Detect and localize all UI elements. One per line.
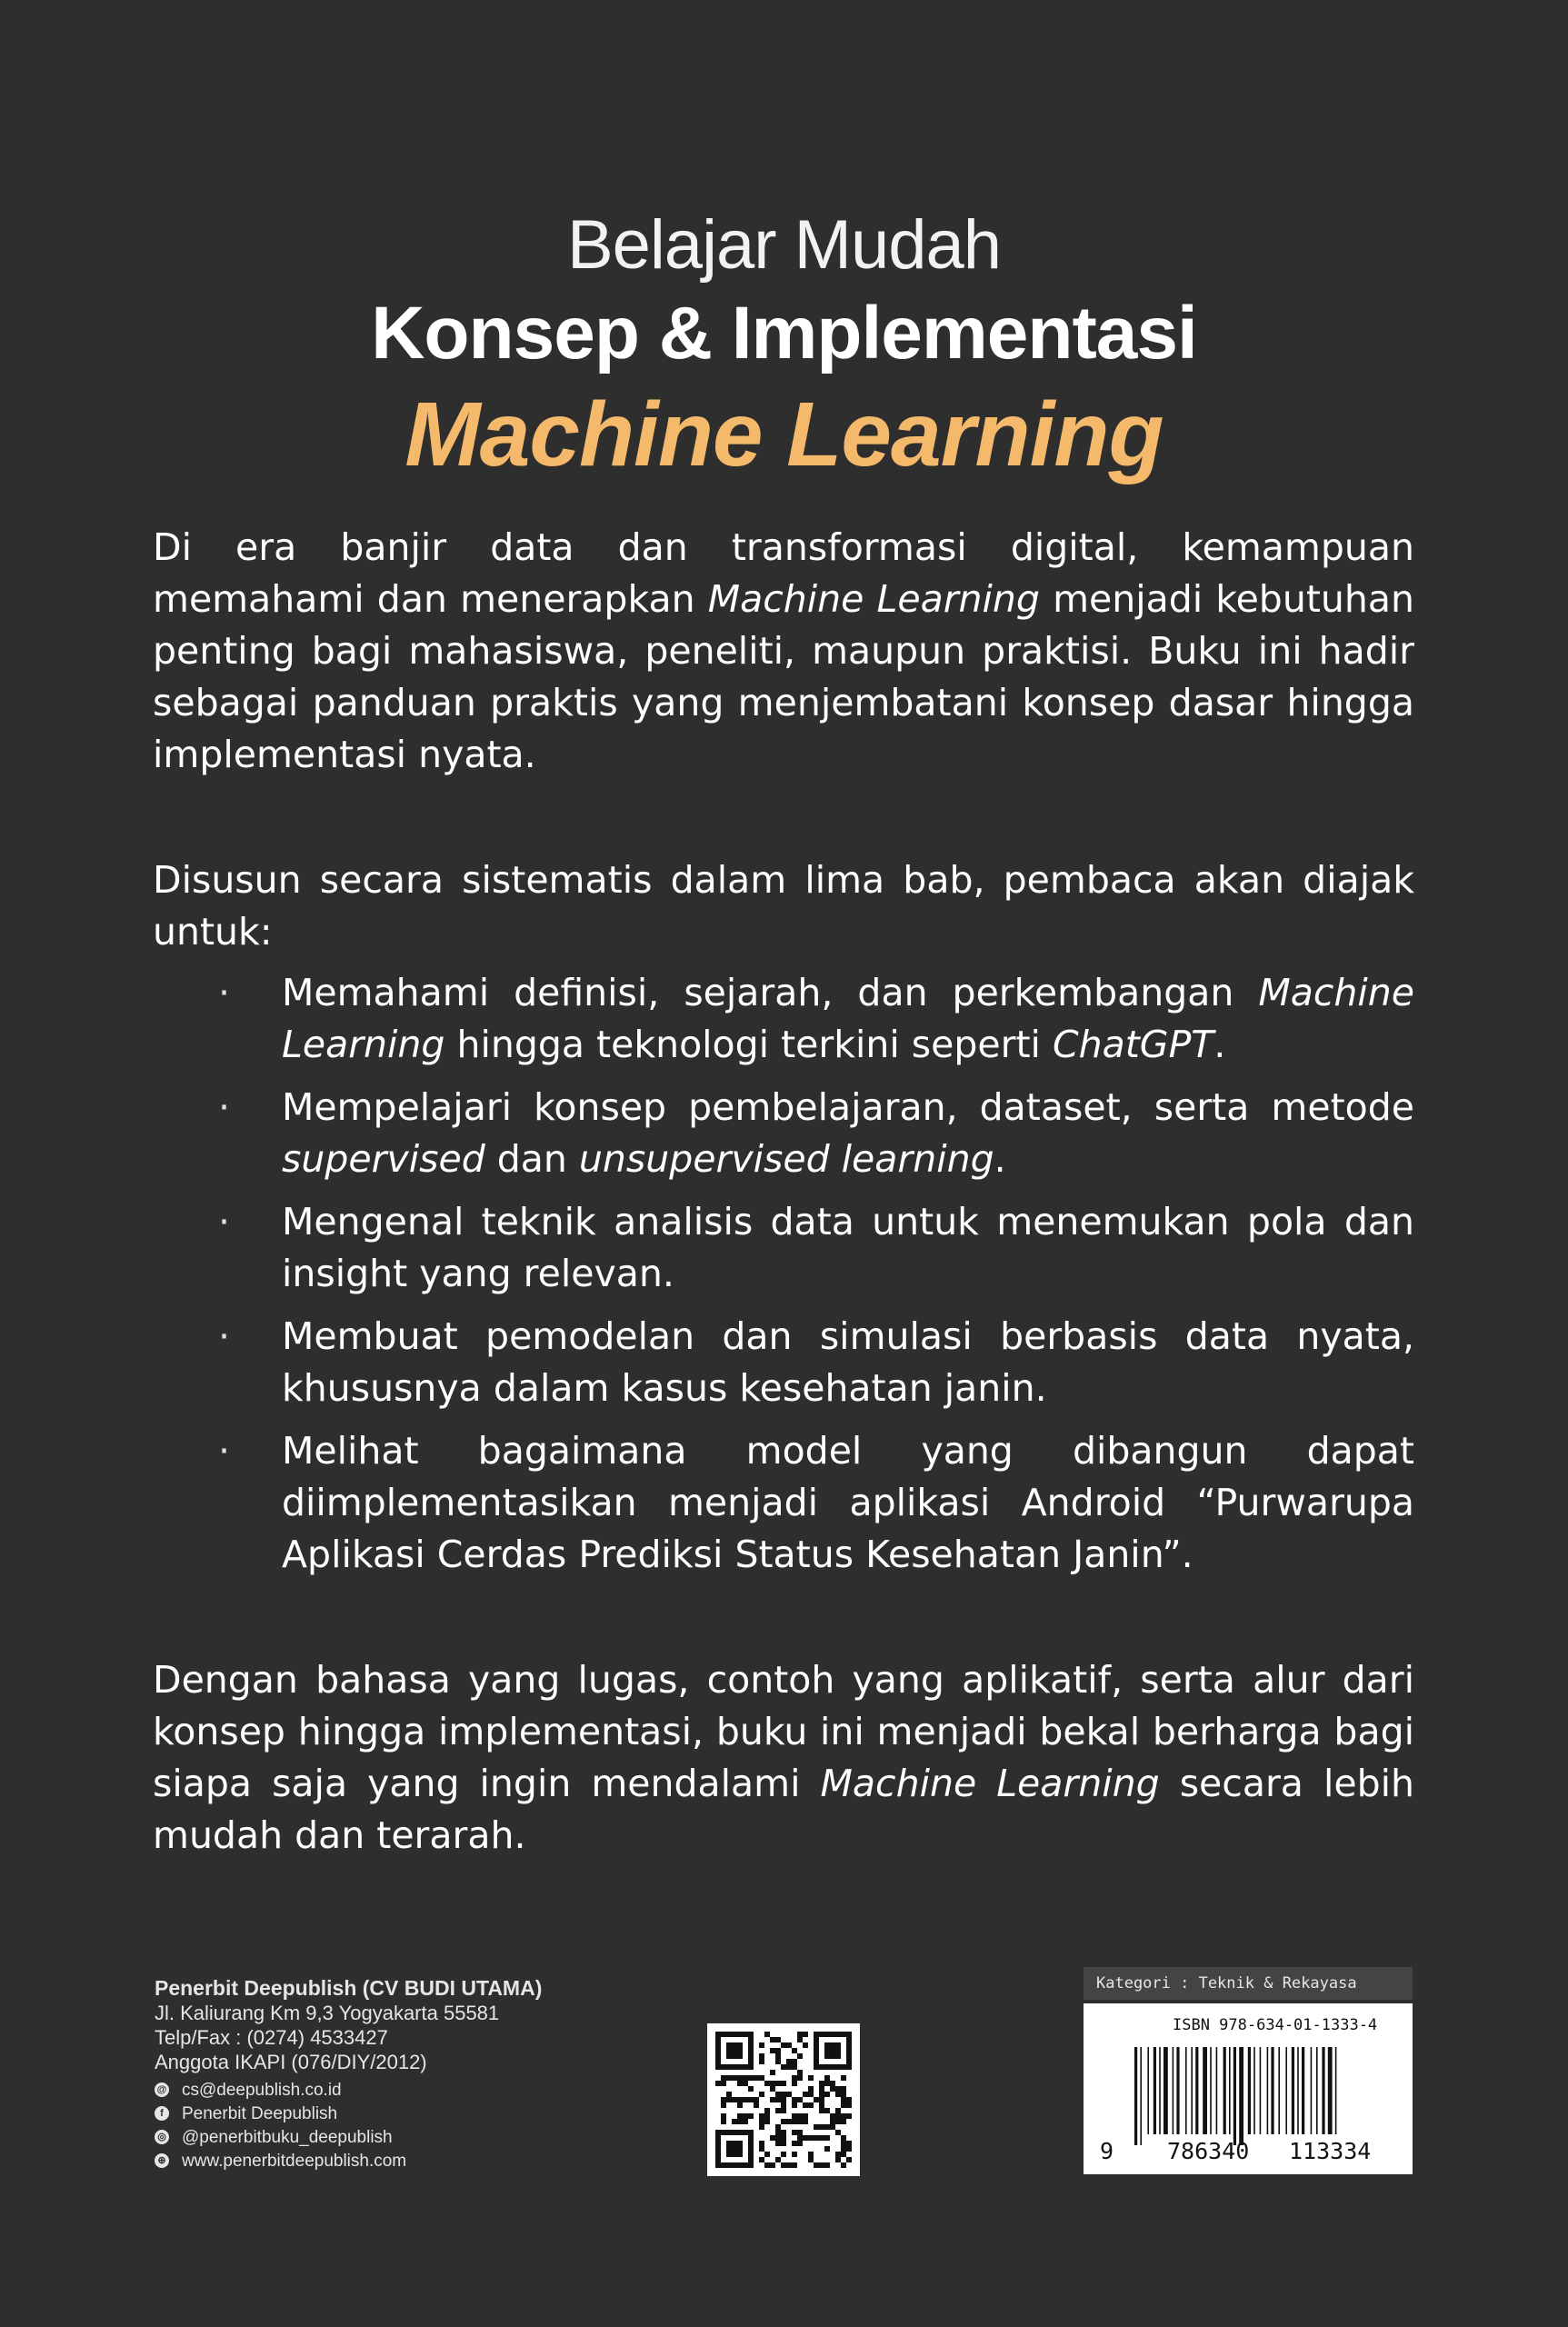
qr-module xyxy=(835,2157,841,2162)
text-run: Memahami definisi, sejarah, dan perkembangan xyxy=(282,971,1259,1014)
contact-instagram-text: @penerbitbuku_deepublish xyxy=(182,2127,393,2147)
qr-module xyxy=(797,2097,803,2102)
qr-module xyxy=(775,2097,781,2102)
barcode-bar xyxy=(1322,2047,1324,2134)
chapter-bullet-list xyxy=(218,967,1414,1592)
qr-module xyxy=(759,2059,764,2064)
qr-module xyxy=(814,2124,819,2130)
publisher-phone: Telp/Fax : (0274) 4533427 xyxy=(155,2026,388,2049)
qr-module xyxy=(824,2124,830,2130)
web-icon: ⊕ xyxy=(155,2153,169,2168)
qr-module xyxy=(797,2141,803,2146)
qr-module xyxy=(792,2102,797,2108)
qr-module xyxy=(808,2152,814,2157)
title-line-2: Konsep & Implementasi xyxy=(371,292,1197,375)
qr-module xyxy=(781,2097,786,2102)
qr-module xyxy=(792,2119,797,2124)
qr-finder-core xyxy=(726,2042,743,2059)
qr-module xyxy=(786,2119,792,2124)
qr-module xyxy=(721,2097,726,2102)
qr-module xyxy=(737,2097,743,2102)
qr-module xyxy=(835,2086,841,2092)
qr-module xyxy=(846,2157,852,2162)
qr-module xyxy=(759,2092,764,2097)
qr-module xyxy=(770,2135,775,2141)
qr-module xyxy=(781,2081,786,2086)
bullet-dot: · xyxy=(218,1085,231,1129)
qr-module xyxy=(743,2075,748,2081)
qr-module xyxy=(764,2162,770,2168)
qr-module xyxy=(715,2081,721,2086)
title-line-1: Belajar Mudah xyxy=(566,206,1002,284)
qr-module xyxy=(764,2113,770,2119)
qr-module xyxy=(759,2157,764,2162)
italic-term: Machine Learning xyxy=(282,971,1414,1066)
publisher-contacts xyxy=(155,2078,542,2172)
qr-module xyxy=(803,2042,808,2048)
barcode-bar xyxy=(1271,2047,1273,2134)
qr-module xyxy=(748,2086,754,2092)
qr-module xyxy=(841,2162,846,2168)
qr-finder-core xyxy=(824,2042,841,2059)
qr-module xyxy=(819,2162,824,2168)
qr-module xyxy=(841,2113,846,2119)
barcode-digits-right: 113334 xyxy=(1289,2138,1372,2164)
qr-module xyxy=(846,2146,852,2152)
text-run: . xyxy=(1213,1023,1226,1066)
qr-module xyxy=(759,2141,764,2146)
barcode-bar xyxy=(1297,2047,1299,2134)
contact-facebook[interactable] xyxy=(155,2102,542,2125)
text-run: menjadi kebutuhan penting bagi mahasiswa, peneliti, maupun praktisi. Buku ini hadir sebagai panduan praktis yang menjembatani konsep dasar hingga implementasi nyata. xyxy=(153,577,1414,776)
qr-module xyxy=(797,2130,803,2135)
qr-module xyxy=(754,2102,759,2108)
title-block xyxy=(0,202,1568,489)
qr-module xyxy=(824,2146,830,2152)
qr-module xyxy=(770,2086,775,2092)
qr-module xyxy=(819,2081,824,2086)
qr-module xyxy=(797,2135,803,2141)
qr-module xyxy=(770,2081,775,2086)
qr-module xyxy=(775,2108,781,2113)
text-run: dan xyxy=(484,1137,579,1181)
barcode-bar xyxy=(1311,2047,1313,2134)
qr-module xyxy=(819,2086,824,2092)
qr-module xyxy=(824,2108,830,2113)
qr-module xyxy=(737,2075,743,2081)
text-run: Mempelajari konsep pembelajaran, dataset, serta metode xyxy=(282,1085,1414,1129)
barcode-bar xyxy=(1195,2047,1198,2134)
qr-module xyxy=(803,2092,808,2097)
qr-module xyxy=(732,2075,737,2081)
bullet-item xyxy=(218,1311,1414,1414)
email-icon: @ xyxy=(155,2082,169,2097)
qr-module xyxy=(830,2081,835,2086)
qr-module xyxy=(792,2152,797,2157)
text-run: . xyxy=(994,1137,1006,1181)
barcode-bar xyxy=(1302,2047,1304,2134)
qr-module xyxy=(808,2135,814,2141)
qr-module xyxy=(797,2070,803,2075)
barcode-bar xyxy=(1239,2047,1243,2145)
bullet-item xyxy=(218,1082,1414,1185)
qr-module xyxy=(819,2102,824,2108)
barcode-bar xyxy=(1292,2047,1294,2134)
qr-module xyxy=(835,2092,841,2097)
qr-module xyxy=(841,2119,846,2124)
qr-module xyxy=(770,2070,775,2075)
qr-module xyxy=(819,2092,824,2097)
closing-paragraph xyxy=(153,1654,1414,1862)
qr-module xyxy=(732,2119,737,2124)
qr-module xyxy=(835,2130,841,2135)
qr-module xyxy=(846,2102,852,2108)
qr-module xyxy=(781,2152,786,2157)
barcode-bar xyxy=(1248,2047,1251,2134)
qr-module xyxy=(737,2081,743,2086)
qr-code-graphic xyxy=(707,2023,860,2176)
barcode-bar xyxy=(1185,2047,1187,2134)
barcode-bar xyxy=(1278,2047,1280,2134)
qr-module xyxy=(792,2141,797,2146)
qr-module xyxy=(775,2053,781,2059)
barcode-bar xyxy=(1173,2047,1174,2134)
qr-module xyxy=(781,2092,786,2097)
qr-module xyxy=(841,2097,846,2102)
qr-module xyxy=(835,2119,841,2124)
qr-module xyxy=(721,2081,726,2086)
qr-module xyxy=(748,2097,754,2102)
contact-website-text: www.penerbitdeepublish.com xyxy=(182,2151,407,2171)
barcode-bar xyxy=(1191,2047,1193,2134)
qr-module xyxy=(841,2135,846,2141)
qr-module xyxy=(754,2075,759,2081)
intro-paragraph xyxy=(153,522,1414,781)
italic-term: Machine Learning xyxy=(707,577,1040,621)
isbn-barcode xyxy=(1084,2003,1413,2174)
publisher-name: Penerbit Deepublish (CV BUDI UTAMA) xyxy=(155,1976,543,2000)
qr-module xyxy=(759,2113,764,2119)
qr-module xyxy=(764,2032,770,2037)
qr-module xyxy=(803,2113,808,2119)
qr-module xyxy=(835,2108,841,2113)
publisher-address: Jl. Kaliurang Km 9,3 Yogyakarta 55581 xyxy=(155,2002,500,2024)
text-run: hingga teknologi terkini seperti xyxy=(444,1023,1053,1066)
text-run: secara lebih mudah dan terarah. xyxy=(153,1762,1414,1857)
qr-module xyxy=(835,2152,841,2157)
qr-module xyxy=(792,2048,797,2053)
qr-module xyxy=(775,2059,781,2064)
italic-term: supervised xyxy=(282,1137,485,1181)
qr-module xyxy=(792,2113,797,2119)
text-run: Disusun secara sistematis dalam lima bab, pembaca akan diajak untuk: xyxy=(153,858,1414,954)
qr-module xyxy=(841,2141,846,2146)
qr-module xyxy=(737,2102,743,2108)
qr-module xyxy=(792,2162,797,2168)
qr-module xyxy=(797,2037,803,2042)
qr-module xyxy=(732,2097,737,2102)
qr-module xyxy=(781,2130,786,2135)
qr-module xyxy=(764,2152,770,2157)
bullet-dot: · xyxy=(218,1314,231,1358)
qr-module xyxy=(792,2059,797,2064)
contact-email[interactable] xyxy=(155,2078,542,2102)
qr-module xyxy=(797,2119,803,2124)
barcode-bar xyxy=(1140,2047,1142,2145)
qr-module xyxy=(781,2064,786,2070)
qr-module xyxy=(775,2092,781,2097)
qr-module xyxy=(781,2119,786,2124)
qr-module xyxy=(803,2135,808,2141)
barcode-bar xyxy=(1176,2047,1179,2134)
qr-module xyxy=(764,2108,770,2113)
qr-module xyxy=(726,2092,732,2097)
qr-module xyxy=(830,2124,835,2130)
text-run: Melihat bagaimana model yang dibangun dapat diimplementasikan menjadi aplikasi Android “Purwarupa Aplikasi Cerdas Prediksi Status Kesehatan Janin”. xyxy=(282,1429,1414,1576)
qr-module xyxy=(743,2097,748,2102)
bullet-text xyxy=(282,967,1414,1071)
qr-module xyxy=(846,2141,852,2146)
qr-module xyxy=(786,2092,792,2097)
qr-module xyxy=(819,2097,824,2102)
qr-module xyxy=(824,2092,830,2097)
text-run: Mengenal teknik analisis data untuk menemukan pola dan insight yang relevan. xyxy=(282,1200,1414,1295)
barcode-digit-first: 9 xyxy=(1100,2138,1114,2164)
qr-module xyxy=(803,2032,808,2037)
barcode-bar xyxy=(1260,2047,1262,2134)
qr-module xyxy=(754,2097,759,2102)
qr-module xyxy=(797,2032,803,2037)
qr-module xyxy=(792,2130,797,2135)
barcode-bar xyxy=(1216,2047,1218,2134)
qr-module xyxy=(781,2162,786,2168)
qr-module xyxy=(808,2102,814,2108)
qr-module xyxy=(830,2113,835,2119)
qr-module xyxy=(824,2135,830,2141)
bullet-item xyxy=(218,1196,1414,1300)
contact-email-text: cs@deepublish.co.id xyxy=(182,2080,342,2100)
qr-module xyxy=(781,2135,786,2141)
barcode-bar xyxy=(1210,2047,1212,2134)
qr-module xyxy=(797,2053,803,2059)
qr-module xyxy=(748,2075,754,2081)
qr-module xyxy=(721,2113,726,2119)
qr-module xyxy=(835,2113,841,2119)
qr-module xyxy=(803,2119,808,2124)
qr-module xyxy=(841,2075,846,2081)
contact-facebook-text: Penerbit Deepublish xyxy=(182,2103,338,2123)
barcode-bar xyxy=(1229,2047,1231,2134)
italic-term: unsupervised learning xyxy=(578,1137,994,1181)
qr-module xyxy=(824,2075,830,2081)
bullet-text xyxy=(282,1196,1414,1300)
bullet-dot: · xyxy=(218,1200,231,1243)
qr-module xyxy=(786,2042,792,2048)
qr-module xyxy=(781,2108,786,2113)
qr-module xyxy=(721,2075,726,2081)
qr-module xyxy=(808,2075,814,2081)
barcode-bar xyxy=(1134,2047,1137,2145)
qr-module xyxy=(770,2048,775,2053)
qr-module xyxy=(748,2113,754,2119)
qr-module xyxy=(792,2075,797,2081)
qr-module xyxy=(743,2113,748,2119)
qr-module xyxy=(792,2081,797,2086)
qr-module xyxy=(759,2119,764,2124)
barcode-bar xyxy=(1285,2047,1287,2134)
barcode-bar xyxy=(1335,2047,1337,2134)
qr-module xyxy=(775,2124,781,2130)
contact-instagram[interactable] xyxy=(155,2125,542,2149)
italic-term: Machine Learning xyxy=(820,1762,1160,1805)
contact-website[interactable] xyxy=(155,2149,542,2172)
qr-module xyxy=(781,2102,786,2108)
bullet-dot: · xyxy=(218,971,231,1014)
barcode-bar xyxy=(1328,2047,1333,2134)
publisher-info xyxy=(155,1976,542,2172)
qr-module xyxy=(743,2119,748,2124)
qr-module xyxy=(770,2097,775,2102)
bullet-text xyxy=(282,1311,1414,1414)
qr-module xyxy=(770,2037,775,2042)
barcode-bar xyxy=(1203,2047,1207,2134)
qr-module xyxy=(721,2102,726,2108)
qr-module xyxy=(726,2075,732,2081)
barcode-bar xyxy=(1223,2047,1226,2134)
qr-module xyxy=(721,2119,726,2124)
qr-module xyxy=(841,2092,846,2097)
qr-module xyxy=(841,2152,846,2157)
qr-module xyxy=(775,2157,781,2162)
qr-module xyxy=(775,2141,781,2146)
qr-module xyxy=(814,2135,819,2141)
qr-module xyxy=(797,2075,803,2081)
barcode-bar xyxy=(1154,2047,1156,2134)
qr-module xyxy=(814,2097,819,2102)
barcode-bar xyxy=(1316,2047,1318,2134)
qr-module xyxy=(819,2124,824,2130)
qr-module xyxy=(841,2102,846,2108)
qr-module xyxy=(775,2081,781,2086)
qr-module xyxy=(830,2086,835,2092)
qr-module xyxy=(781,2141,786,2146)
qr-module xyxy=(726,2097,732,2102)
qr-module xyxy=(743,2081,748,2086)
qr-module xyxy=(846,2097,852,2102)
title-line-3: Machine Learning xyxy=(404,384,1164,485)
qr-module xyxy=(775,2135,781,2141)
qr-module xyxy=(814,2162,819,2168)
qr-module xyxy=(786,2059,792,2064)
qr-module xyxy=(759,2146,764,2152)
isbn-label: ISBN 978-634-01-1333-4 xyxy=(1173,2016,1378,2034)
qr-module xyxy=(781,2042,786,2048)
qr-module xyxy=(786,2162,792,2168)
qr-module xyxy=(759,2053,764,2059)
bullet-text xyxy=(282,1082,1414,1185)
qr-module xyxy=(830,2119,835,2124)
qr-module xyxy=(792,2097,797,2102)
bullet-item xyxy=(218,967,1414,1071)
barcode-bar xyxy=(1159,2047,1161,2134)
text-run: Membuat pemodelan dan simulasi berbasis data nyata, khususnya dalam kasus kesehatan janin. xyxy=(282,1314,1414,1410)
qr-module xyxy=(819,2108,824,2113)
qr-module xyxy=(797,2113,803,2119)
qr-module xyxy=(759,2042,764,2048)
barcode-bar xyxy=(1147,2047,1149,2134)
qr-module xyxy=(786,2064,792,2070)
qr-module xyxy=(764,2081,770,2086)
barcode-bar xyxy=(1253,2047,1255,2134)
barcode-digits-left: 786340 xyxy=(1167,2138,1250,2164)
barcode-bar xyxy=(1267,2047,1269,2134)
qr-module xyxy=(819,2135,824,2141)
category-label: Kategori : Teknik & Rekayasa xyxy=(1084,1967,1413,2000)
qr-code[interactable] xyxy=(707,2023,860,2176)
qr-module xyxy=(775,2037,781,2042)
bullet-item xyxy=(218,1425,1414,1581)
text-run: Di era banjir data dan transformasi digital, kemampuan memahami dan menerapkan xyxy=(153,525,1414,621)
qr-module xyxy=(808,2157,814,2162)
qr-module xyxy=(824,2081,830,2086)
instagram-icon: ◎ xyxy=(155,2130,169,2144)
qr-module xyxy=(759,2124,764,2130)
structure-paragraph xyxy=(153,854,1414,958)
barcode-bar xyxy=(1233,2047,1236,2145)
qr-module xyxy=(759,2075,764,2081)
text-run: Dengan bahasa yang lugas, contoh yang aplikatif, serta alur dari konsep hingga implementasi, buku ini menjadi bekal berharga bagi siapa saja yang ingin mendalami xyxy=(153,1658,1414,1805)
publisher-membership: Anggota IKAPI (076/DIY/2012) xyxy=(155,2051,427,2073)
qr-module xyxy=(775,2048,781,2053)
qr-finder-core xyxy=(726,2141,743,2157)
qr-module xyxy=(808,2092,814,2097)
barcode-bar xyxy=(1164,2047,1168,2134)
qr-module xyxy=(775,2130,781,2135)
qr-module xyxy=(824,2162,830,2168)
qr-module xyxy=(792,2064,797,2070)
facebook-icon: f xyxy=(155,2106,169,2121)
qr-module xyxy=(846,2113,852,2119)
qr-module xyxy=(764,2119,770,2124)
italic-term: ChatGPT xyxy=(1052,1023,1214,1066)
bullet-dot: · xyxy=(218,1429,231,1473)
qr-module xyxy=(770,2162,775,2168)
qr-module xyxy=(803,2102,808,2108)
qr-module xyxy=(737,2119,743,2124)
qr-module xyxy=(841,2146,846,2152)
bullet-text xyxy=(282,1425,1414,1581)
qr-module xyxy=(841,2086,846,2092)
qr-module xyxy=(737,2113,743,2119)
qr-module xyxy=(808,2086,814,2092)
